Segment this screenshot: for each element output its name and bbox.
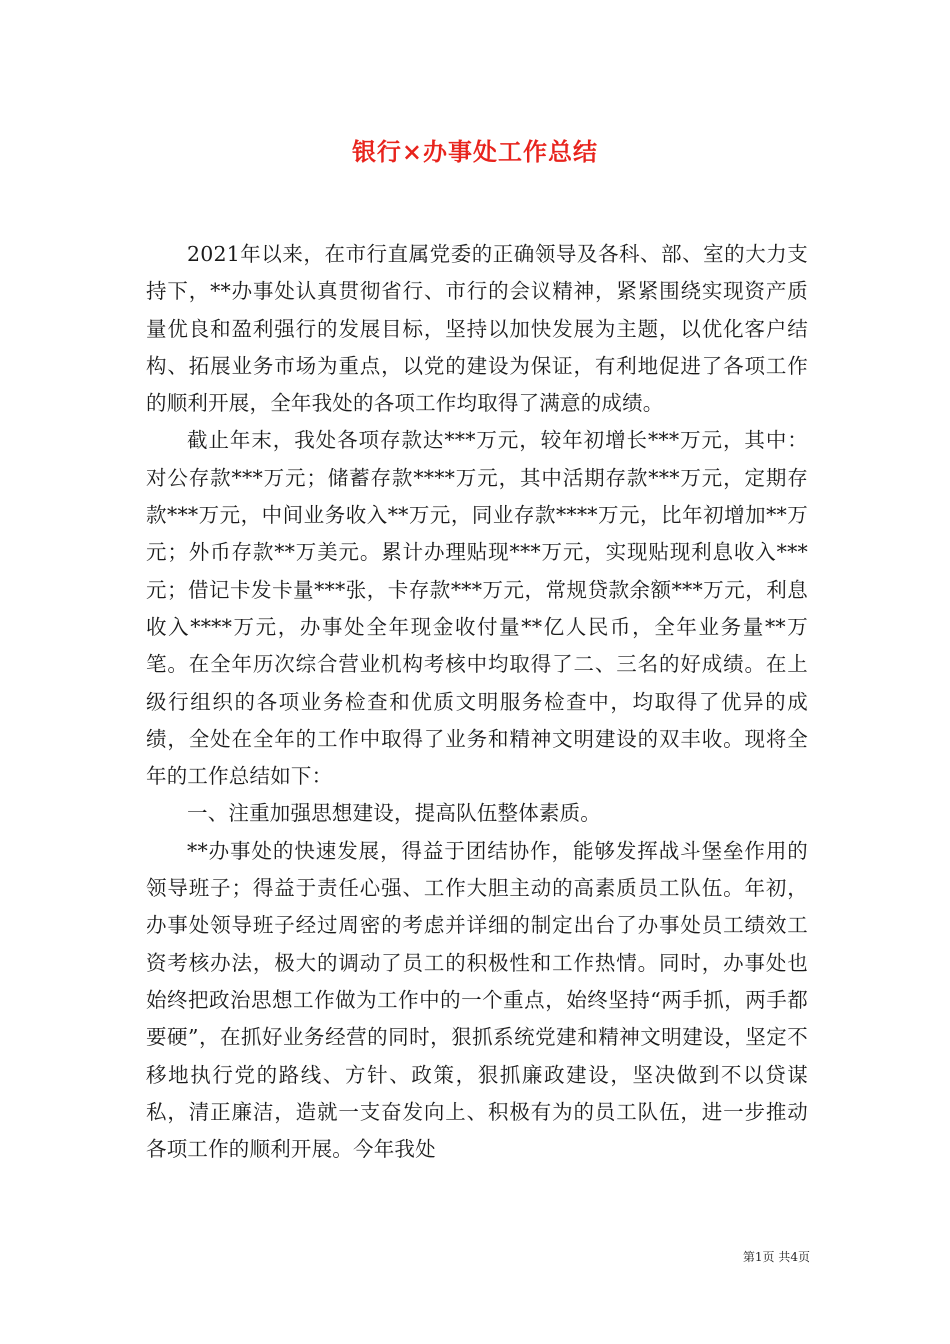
document-body <box>146 236 808 1168</box>
paragraph-intro: 2021年以来，在市行直属党委的正确领导及各科、部、室的大力支持下，**办事处认真贯彻省行、市行的会议精神，紧紧围绕实现资产质量优良和盈利强行的发展目标，坚持以加快发展为主题，以优化客户结构、拓展业务市场为重点，以党的建设为保证，有利地促进了各项工作的顺利开展，全年我处的各项工作均取得了满意的成绩。 <box>146 242 808 416</box>
paragraph-figures: 截止年末，我处各项存款达***万元，较年初增长***万元，其中：对公存款***万元；储蓄存款****万元，其中活期存款***万元，定期存款***万元，中间业务收入**万元，同业存款****万元，比年初增加**万元；外币存款**万美元。累计办理贴现***万元，实现贴现利息收入***元；借记卡发卡量***张，卡存款***万元，常规贷款余额***万元，利息收入****万元，办事处全年现金收付量**亿人民币，全年业务量**万笔。在全年历次综合营业机构考核中均取得了二、三名的好成绩。在上级行组织的各项业务检查和优质文明服务检查中，均取得了优异的成绩，全处在全年的工作中取得了业务和精神文明建设的双丰收。现将全年的工作总结如下： <box>146 428 808 789</box>
document-title: 银行×办事处工作总结 <box>351 137 599 166</box>
paragraph-section-1: **办事处的快速发展，得益于团结协作，能够发挥战斗堡垒作用的领导班子；得益于责任心强、工作大胆主动的高素质员工队伍。年初，办事处领导班子经过周密的考虑并详细的制定出台了办事处员工绩效工资考核办法，极大的调动了员工的积极性和工作热情。同时，办事处也始终把政治思想工作做为工作中的一个重点，始终坚持“两手抓，两手都要硬”，在抓好业务经营的同时，狠抓系统党建和精神文明建设，坚定不移地执行党的路线、方针、政策，狠抓廉政建设，坚决做到不以贷谋私，清正廉洁，造就一支奋发向上、积极有为的员工队伍，进一步推动各项工作的顺利开展。今年我处 <box>146 838 808 1162</box>
page-number: 第1页 共4页 <box>742 1250 810 1264</box>
section-heading-1: 一、注重加强思想建设，提高队伍整体素质。 <box>187 801 601 826</box>
